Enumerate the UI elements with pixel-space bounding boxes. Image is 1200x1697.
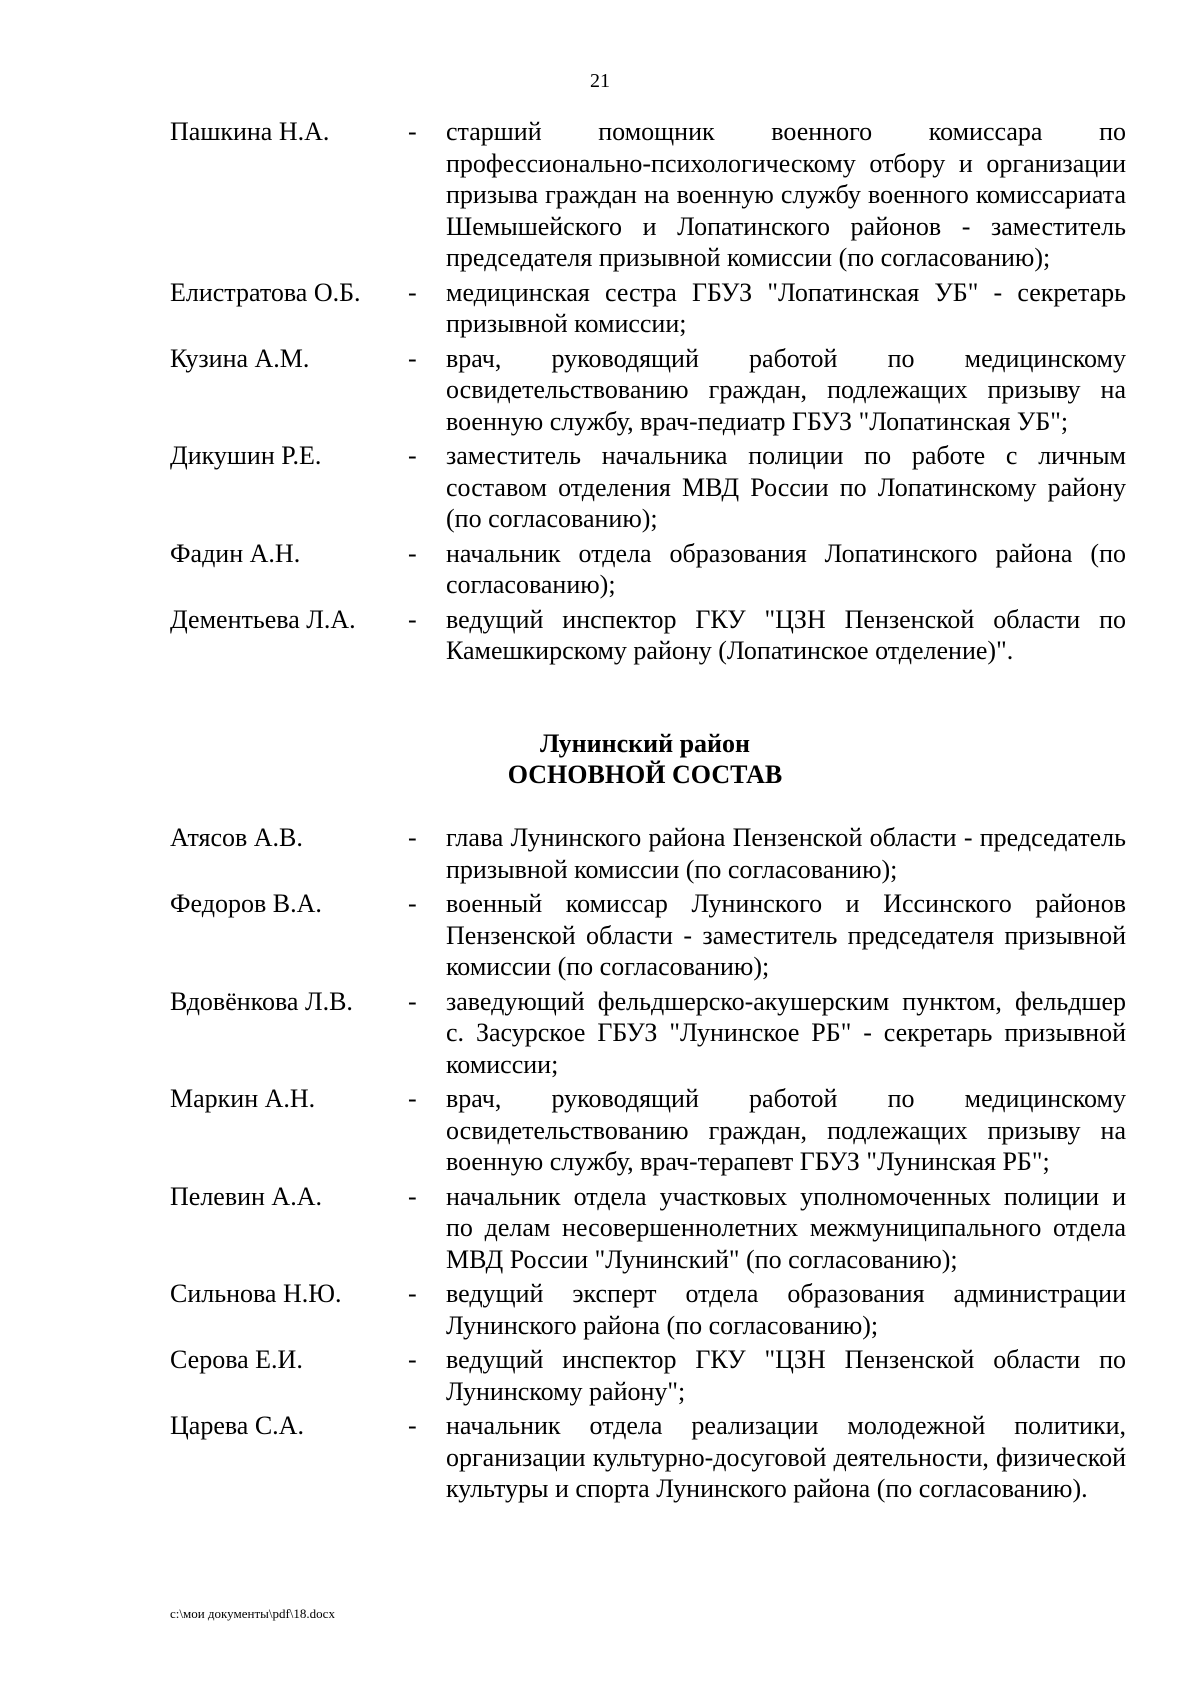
member-role: врач, руководящий работой по медицинскому освидетельствованию граждан, подлежащих призыву на военную службу, врач-терапевт ГБУЗ "Лунинская РБ"; — [446, 1084, 1126, 1176]
member-name: Царева С.А. — [170, 1411, 304, 1440]
member-entry — [170, 822, 1130, 885]
dash-separator: - — [408, 823, 417, 852]
member-name: Елистратова О.Б. — [170, 277, 361, 307]
member-entry — [170, 1278, 1130, 1341]
dash-separator: - — [408, 1345, 417, 1374]
composition-heading: ОСНОВНОЙ СОСТАВ — [507, 760, 783, 789]
member-entry — [170, 1181, 1130, 1276]
member-name: Дементьева Л.А. — [170, 604, 356, 634]
member-entry — [170, 1344, 1130, 1407]
member-role: начальник отдела участковых уполномоченных полиции и по делам несовершеннолетних межмуниципального отдела МВД России "Лунинский" (по согласованию); — [446, 1181, 1126, 1274]
member-role: заведующий фельдшерско-акушерским пунктом, фельдшер с. Засурское ГБУЗ "Лунинское РБ" - секретарь призывной комиссии; — [446, 986, 1126, 1079]
dash-separator: - — [408, 1084, 417, 1113]
section-luninsky-members — [170, 822, 1130, 1508]
member-entry — [170, 1410, 1130, 1505]
member-name: Федоров В.А. — [170, 889, 322, 918]
member-entry — [170, 440, 1130, 535]
footer-file-path: c:\мои документы\pdf\18.docx — [170, 1606, 335, 1621]
member-entry — [170, 888, 1130, 983]
page-number: 21 — [590, 70, 610, 92]
member-role: ведущий эксперт отдела образования администрации Лунинского района (по согласованию); — [446, 1279, 1126, 1340]
dash-separator: - — [408, 1181, 417, 1211]
dash-separator: - — [408, 604, 417, 634]
member-entry — [170, 1083, 1130, 1178]
dash-separator: - — [408, 538, 417, 568]
member-role: ведущий инспектор ГКУ "ЦЗН Пензенской области по Камешкирскому району (Лопатинское отделение)". — [446, 604, 1126, 665]
district-heading: Лунинский район — [539, 729, 751, 758]
member-role: военный комиссар Лунинского и Иссинского районов Пензенской области - заместитель председателя призывной комиссии (по согласованию); — [446, 889, 1126, 981]
dash-separator: - — [408, 1411, 417, 1440]
member-role: начальник отдела образования Лопатинского района (по согласованию); — [446, 538, 1126, 599]
dash-separator: - — [408, 343, 417, 373]
section-lopatinsky-members — [170, 116, 1130, 670]
member-name: Серова Е.И. — [170, 1345, 303, 1374]
member-name: Сильнова Н.Ю. — [170, 1279, 342, 1308]
member-name: Пашкина Н.А. — [170, 117, 330, 146]
member-role: глава Лунинского района Пензенской области - председатель призывной комиссии (по согласованию); — [446, 823, 1126, 884]
member-entry — [170, 986, 1130, 1081]
member-name: Пелевин А.А. — [170, 1181, 322, 1211]
member-name: Вдовёнкова Л.В. — [170, 986, 353, 1016]
member-entry — [170, 604, 1130, 667]
dash-separator: - — [408, 117, 417, 146]
member-role: начальник отдела реализации молодежной политики, организации культурно-досуговой деятельности, физической культуры и спорта Лунинского района (по согласованию). — [446, 1411, 1126, 1503]
member-name: Дикушин Р.Е. — [170, 441, 322, 470]
member-role: старший помощник военного комиссара по профессионально-психологическому отбору и организации призыва граждан на военную службу военного комиссариата Шемышейского и Лопатинского районов - заместитель председателя призывной комиссии (по согласованию); — [446, 117, 1126, 272]
member-entry — [170, 343, 1130, 438]
member-role: заместитель начальника полиции по работе с личным составом отделения МВД России по Лопатинскому району (по согласованию); — [446, 441, 1126, 533]
dash-separator: - — [408, 277, 417, 307]
member-entry — [170, 277, 1130, 340]
dash-separator: - — [408, 441, 417, 470]
member-name: Фадин А.Н. — [170, 538, 301, 568]
dash-separator: - — [408, 986, 417, 1016]
dash-separator: - — [408, 889, 417, 918]
member-entry — [170, 116, 1130, 274]
member-name: Маркин А.Н. — [170, 1084, 316, 1113]
member-role: медицинская сестра ГБУЗ "Лопатинская УБ" - секретарь призывной комиссии; — [446, 277, 1126, 338]
member-role: врач, руководящий работой по медицинскому освидетельствованию граждан, подлежащих призыву на военную службу, врач-педиатр ГБУЗ "Лопатинская УБ"; — [446, 343, 1126, 436]
member-name: Кузина А.М. — [170, 343, 310, 373]
dash-separator: - — [408, 1279, 417, 1308]
member-role: ведущий инспектор ГКУ "ЦЗН Пензенской области по Лунинскому району"; — [446, 1345, 1126, 1406]
member-entry — [170, 538, 1130, 601]
member-name: Атясов А.В. — [170, 823, 303, 852]
